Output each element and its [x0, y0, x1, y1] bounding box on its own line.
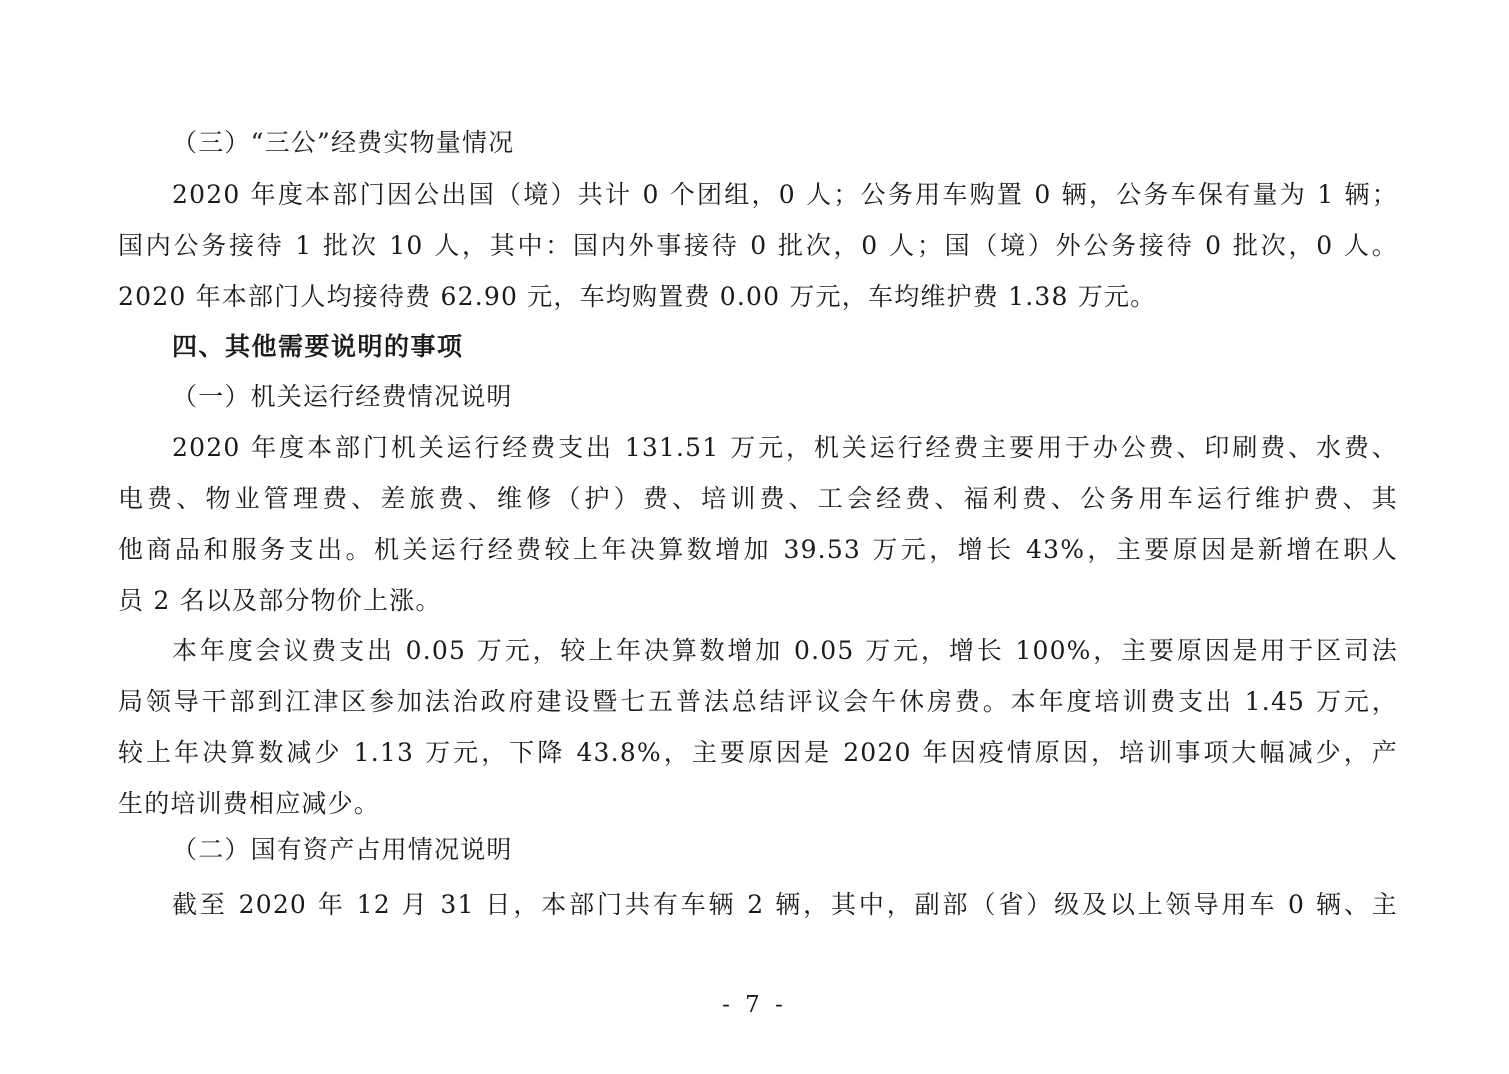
sub-1-para2-line-3: 较上年决算数减少 1.13 万元，下降 43.8%，主要原因是 2020 年因疫情原因，培训事项大幅减少，产	[118, 738, 1398, 767]
sub-1-heading: （一）机关运行经费情况说明	[172, 382, 513, 411]
sub-1-para2-line-1: 本年度会议费支出 0.05 万元，较上年决算数增加 0.05 万元，增长 100%，主要原因是用于区司法	[172, 636, 1398, 665]
sub-2-line-1: 截至 2020 年 12 月 31 日，本部门共有车辆 2 辆，其中，副部（省）级及以上领导用车 0 辆、主	[172, 890, 1398, 919]
sub-2-heading: （二）国有资产占用情况说明	[172, 835, 513, 864]
section-3-line-1: 2020 年度本部门因公出国（境）共计 0 个团组，0 人；公务用车购置 0 辆，公务车保有量为 1 辆；	[172, 180, 1398, 209]
sub-1-para1-line-3: 他商品和服务支出。机关运行经费较上年决算数增加 39.53 万元，增长 43%，主要原因是新增在职人	[118, 535, 1398, 564]
sub-1-para1-line-1: 2020 年度本部门机关运行经费支出 131.51 万元，机关运行经费主要用于办公费、印刷费、水费、	[172, 433, 1398, 462]
section-3-heading: （三）“三公”经费实物量情况	[172, 128, 515, 157]
sub-1-para1-line-2: 电费、物业管理费、差旅费、维修（护）费、培训费、工会经费、福利费、公务用车运行维护费、其	[118, 484, 1398, 513]
sub-1-para2-line-2: 局领导干部到江津区参加法治政府建设暨七五普法总结评议会午休房费。本年度培训费支出 1.45 万元，	[118, 687, 1398, 716]
section-3-line-2: 国内公务接待 1 批次 10 人，其中：国内外事接待 0 批次，0 人；国（境）外公务接待 0 批次，0 人。	[118, 231, 1398, 260]
page-number: - 7 -	[722, 992, 787, 1018]
part-4-heading: 四、其他需要说明的事项	[172, 332, 464, 361]
sub-1-para1-line-4: 员 2 名以及部分物价上涨。	[118, 586, 442, 615]
sub-1-para2-line-4: 生的培训费相应减少。	[118, 789, 381, 818]
section-3-line-3: 2020 年本部门人均接待费 62.90 元，车均购置费 0.00 万元，车均维护费 1.38 万元。	[118, 282, 1157, 311]
